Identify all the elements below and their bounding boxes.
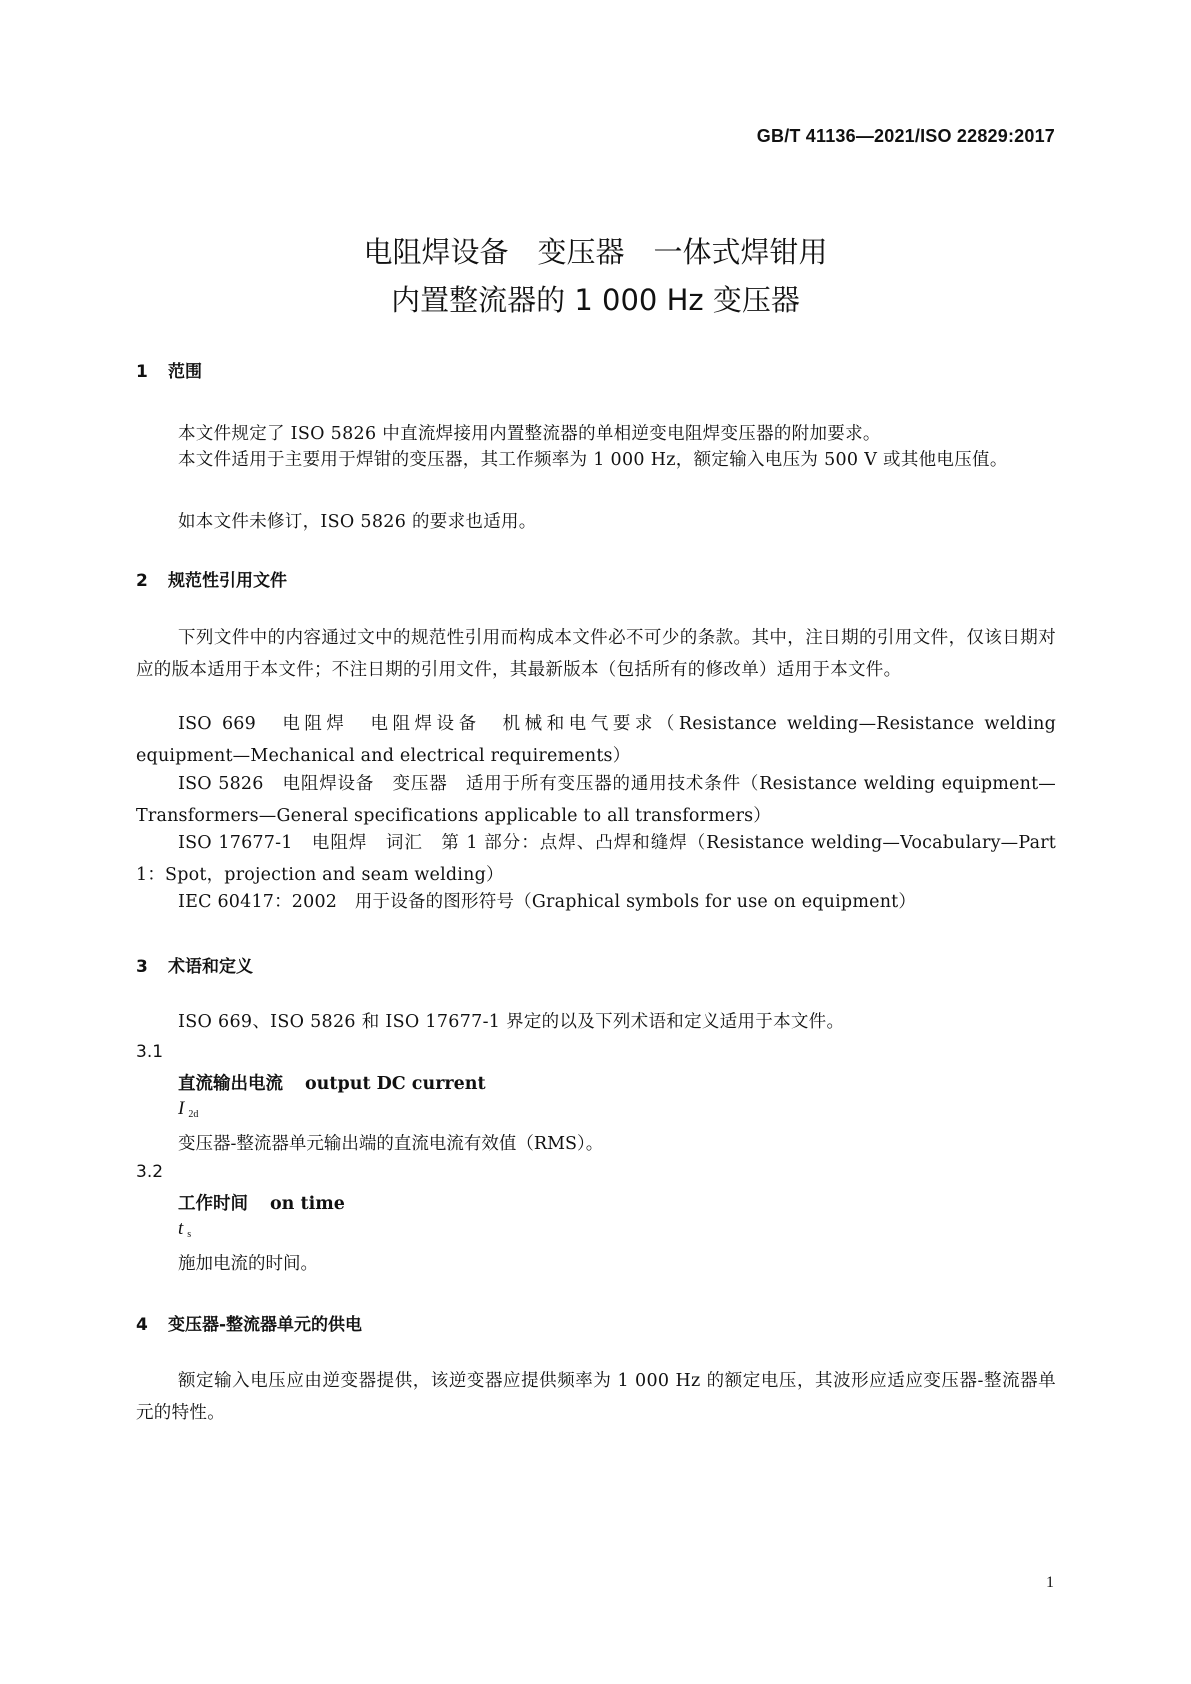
term-symbol xyxy=(178,1218,191,1240)
term-name-zh: 直流输出电流 xyxy=(178,1074,283,1094)
symbol-letter: I xyxy=(178,1098,185,1119)
term-definition: 变压器-整流器单元输出端的直流电流有效值（RMS）。 xyxy=(178,1134,604,1154)
term-number: 3.2 xyxy=(136,1162,164,1182)
paragraph: ISO 669、ISO 5826 和 ISO 17677-1 界定的以及下列术语和定义适用于本文件。 xyxy=(178,1012,845,1032)
paragraph: 本文件规定了 ISO 5826 中直流焊接用内置整流器的单相逆变电阻焊变压器的附加要求。 xyxy=(178,424,881,444)
normative-reference: ISO 5826 电阻焊设备 变压器 适用于所有变压器的通用技术条件（Resistance welding equipment—Transformers—General specifications applicable to all transformers） xyxy=(136,774,1056,826)
normative-reference: IEC 60417：2002 用于设备的图形符号（Graphical symbols for use on equipment） xyxy=(178,892,917,912)
term-name-en: output DC current xyxy=(305,1074,486,1094)
normative-reference: ISO 669 电阻焊 电阻焊设备 机械和电气要求（Resistance welding—Resistance welding equipment—Mechanical and electrical requirements） xyxy=(136,714,1056,766)
paragraph: 如本文件未修订，ISO 5826 的要求也适用。 xyxy=(178,512,537,532)
page-number: 1 xyxy=(1046,1574,1054,1591)
term-name-en: on time xyxy=(270,1194,345,1214)
title-line-1: 电阻焊设备 变压器 一体式焊钳用 xyxy=(363,235,828,269)
section-number: 3 xyxy=(136,957,148,977)
section-number: 4 xyxy=(136,1315,148,1335)
section-title: 变压器-整流器单元的供电 xyxy=(168,1315,363,1335)
section-title: 范围 xyxy=(168,362,202,382)
symbol-letter: t xyxy=(178,1218,184,1239)
section-4-heading xyxy=(136,1310,362,1335)
paragraph: 额定输入电压应由逆变器提供，该逆变器应提供频率为 1 000 Hz 的额定电压，其波形应适应变压器-整流器单元的特性。 xyxy=(136,1371,1056,1423)
section-number: 2 xyxy=(136,571,148,591)
term-definition: 施加电流的时间。 xyxy=(178,1254,318,1274)
paragraph: 下列文件中的内容通过文中的规范性引用而构成本文件必不可少的条款。其中，注日期的引用文件，仅该日期对应的版本适用于本文件；不注日期的引用文件，其最新版本（包括所有的修改单）适用于本文件。 xyxy=(136,628,1056,680)
symbol-subscript: 2d xyxy=(188,1109,199,1120)
section-3-heading xyxy=(136,952,253,977)
symbol-subscript: s xyxy=(187,1229,192,1240)
section-title: 术语和定义 xyxy=(168,957,253,977)
term-name-zh: 工作时间 xyxy=(178,1194,248,1214)
term-name xyxy=(178,1070,486,1095)
paragraph: 本文件适用于主要用于焊钳的变压器，其工作频率为 1 000 Hz，额定输入电压为 500 V 或其他电压值。 xyxy=(178,450,1008,470)
section-1-heading xyxy=(136,357,202,382)
section-2-heading xyxy=(136,566,287,591)
section-number: 1 xyxy=(136,362,148,382)
document-title xyxy=(0,228,1191,324)
term-number: 3.1 xyxy=(136,1042,164,1062)
standard-number: GB/T 41136—2021/ISO 22829:2017 xyxy=(756,126,1055,146)
section-title: 规范性引用文件 xyxy=(168,571,287,591)
term-symbol xyxy=(178,1098,198,1120)
normative-reference: ISO 17677-1 电阻焊 词汇 第 1 部分：点焊、凸焊和缝焊（Resistance welding—Vocabulary—Part 1：Spot，projection and seam welding） xyxy=(136,833,1056,885)
title-line-2: 内置整流器的 1 000 Hz 变压器 xyxy=(391,283,800,317)
term-name xyxy=(178,1190,345,1215)
